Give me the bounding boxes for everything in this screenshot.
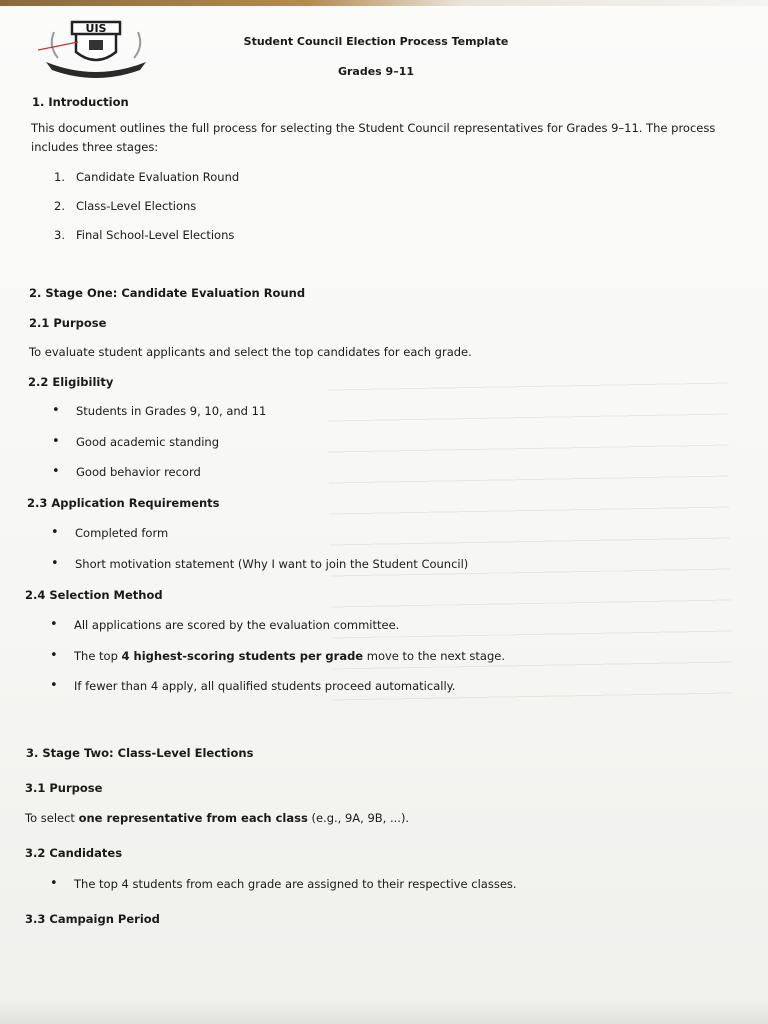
list-item: Final School-Level Elections <box>76 228 235 242</box>
eligibility-heading: 2.2 Eligibility <box>28 375 114 389</box>
intro-heading: 1. Introduction <box>32 95 129 109</box>
candidates-heading: 3.2 Candidates <box>25 846 123 860</box>
list-item: • If fewer than 4 apply, all qualified students proceed automatically. <box>50 679 505 710</box>
application-heading: 2.3 Application Requirements <box>27 496 220 510</box>
stages-list <box>54 170 239 257</box>
purpose-bold: one representative from each class <box>78 811 308 825</box>
intro-text-line1: This document outlines the full process for selecting the Student Council representatives for Grades 9–11. The process <box>31 121 716 135</box>
list-item: • The top 4 students from each grade are assigned to their respective classes. <box>50 877 517 908</box>
list-item: • Good academic standing <box>52 435 266 466</box>
application-list <box>51 526 468 587</box>
purpose-text: To evaluate student applicants and select the top candidates for each grade. <box>29 345 472 359</box>
document-title: Student Council Election Process Template <box>243 35 509 48</box>
eligibility-list <box>52 404 266 496</box>
selection-heading: 2.4 Selection Method <box>25 588 163 602</box>
purpose-post: (e.g., 9A, 9B, ...). <box>307 811 410 825</box>
stage-two-purpose-text <box>25 809 409 828</box>
candidates-list <box>50 877 517 908</box>
page-bottom-shadow <box>0 1000 768 1024</box>
page-top-edge <box>0 0 768 6</box>
list-item: • Students in Grades 9, 10, and 11 <box>52 404 266 435</box>
list-item: • All applications are scored by the evaluation committee. <box>50 618 505 649</box>
list-item: Candidate Evaluation Round <box>76 170 240 184</box>
purpose-pre: To select <box>25 811 79 825</box>
list-item: Class-Level Elections <box>76 199 197 213</box>
list-item: • Good behavior record <box>52 465 266 496</box>
selection-item2-post: move to the next stage. <box>363 648 505 663</box>
school-logo <box>38 18 154 80</box>
svg-text:UIS: UIS <box>85 22 107 35</box>
intro-text-line2: includes three stages: <box>31 140 159 154</box>
list-item <box>50 649 505 680</box>
selection-list <box>50 618 505 710</box>
stage-two-purpose-heading: 3.1 Purpose <box>25 781 103 795</box>
document-subtitle: Grades 9–11 <box>337 65 415 78</box>
list-item: • Completed form <box>51 526 468 557</box>
list-item: • Short motivation statement (Why I want to join the Student Council) <box>51 557 468 588</box>
campaign-heading: 3.3 Campaign Period <box>25 912 160 926</box>
purpose-heading: 2.1 Purpose <box>29 316 107 330</box>
stage-two-heading: 3. Stage Two: Class-Level Elections <box>26 746 254 760</box>
stage-one-heading: 2. Stage One: Candidate Evaluation Round <box>29 286 306 300</box>
selection-item2-pre: The top <box>74 648 122 663</box>
selection-item2-bold: 4 highest-scoring students per grade <box>121 648 364 663</box>
